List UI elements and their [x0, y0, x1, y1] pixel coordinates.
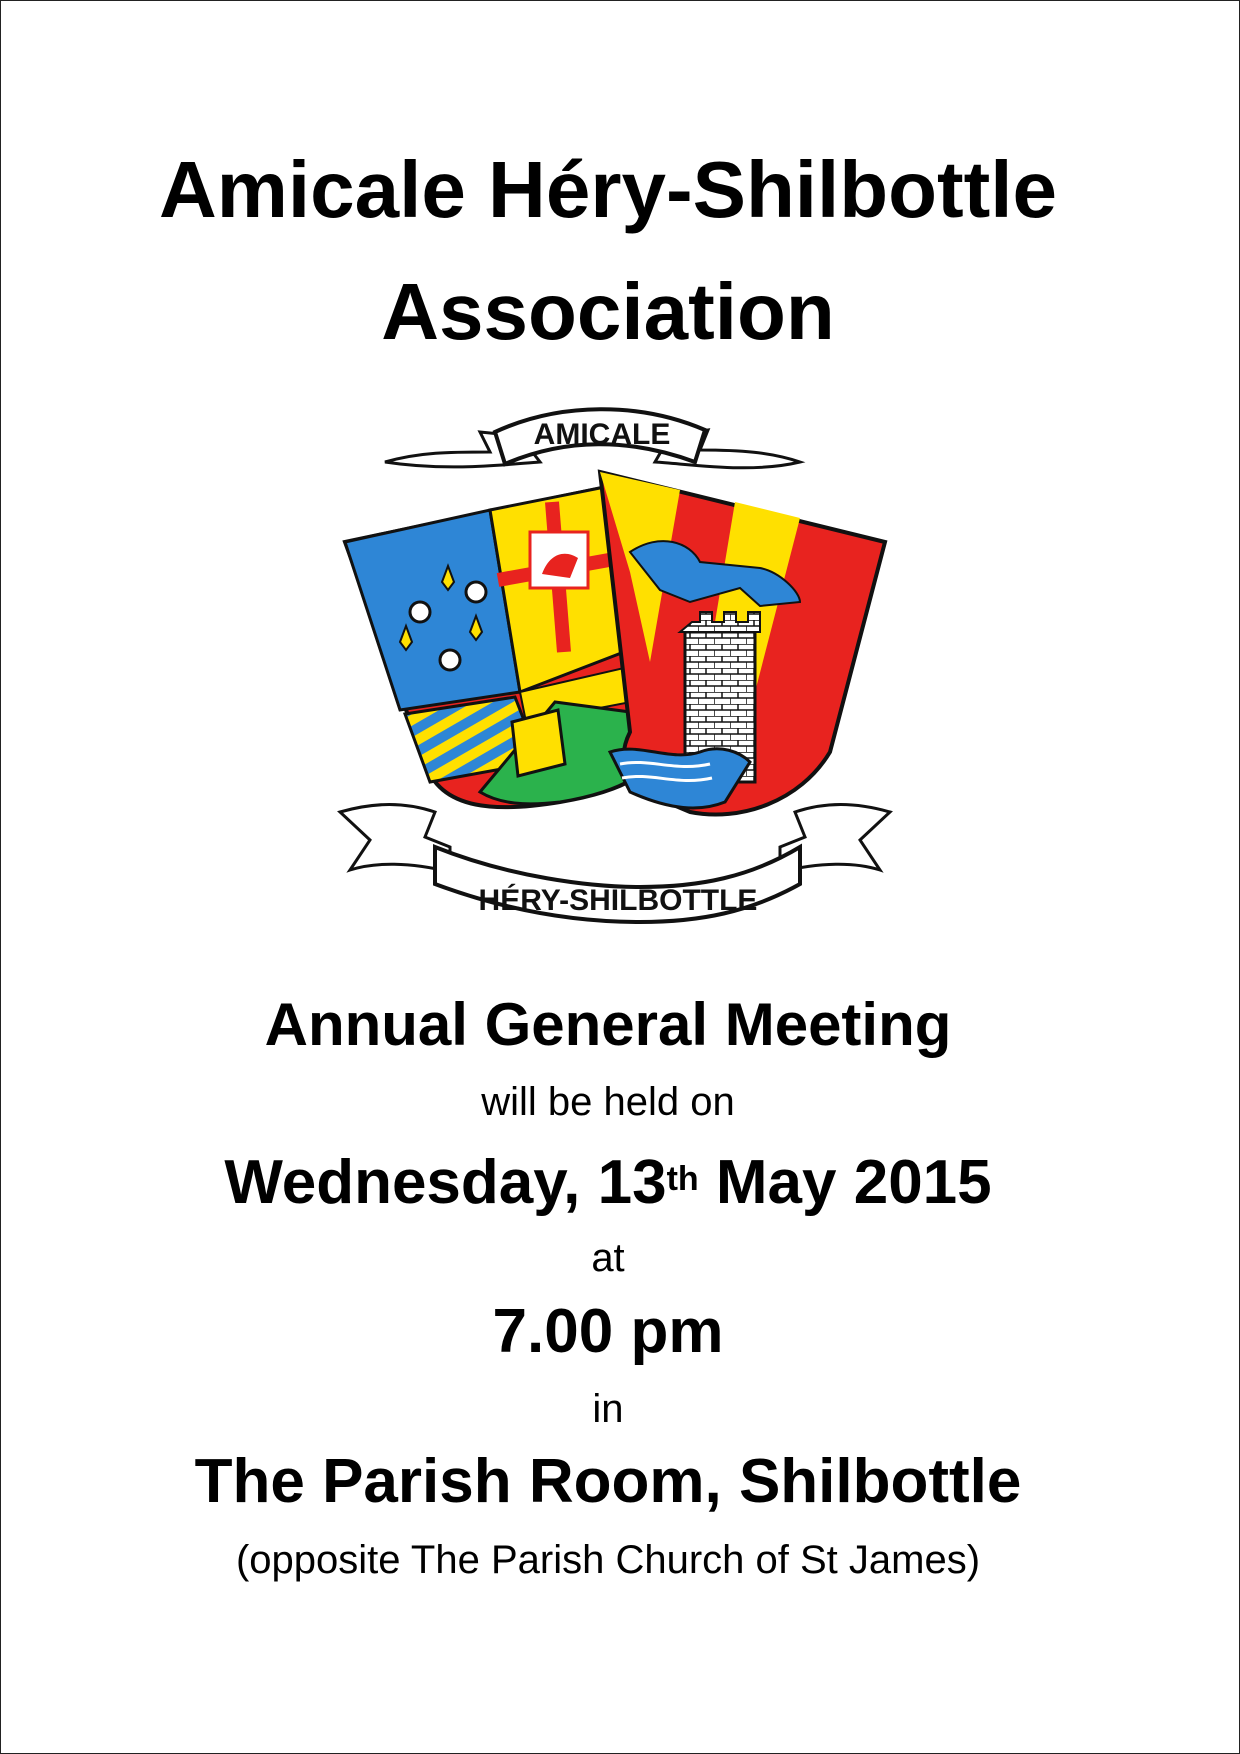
- meeting-date: [0, 1143, 1216, 1223]
- title-line-1: Amicale Héry-Shilbottle: [158, 145, 1057, 234]
- meeting-time: 7.00 pm: [492, 1297, 724, 1366]
- date-weekday: Wednesday, 13: [224, 1148, 667, 1217]
- bottom-scroll-ribbon: [340, 805, 890, 923]
- date-month-year: May 2015: [698, 1148, 992, 1217]
- title-line-2: Association: [381, 267, 835, 356]
- right-shield: [600, 472, 885, 815]
- top-scroll-text: AMICALE: [533, 418, 671, 451]
- date-suffix: th: [666, 1160, 699, 1198]
- venue-note: (opposite The Parish Church of St James): [235, 1538, 981, 1582]
- bottom-scroll-text: HÉRY-SHILBOTTLE: [478, 884, 758, 917]
- top-scroll-ribbon: [385, 409, 800, 468]
- held-on-text: will be held on: [481, 1080, 735, 1124]
- at-text: at: [591, 1236, 625, 1280]
- meeting-heading: Annual General Meeting: [264, 991, 952, 1058]
- venue: The Parish Room, Shilbottle: [194, 1447, 1022, 1516]
- in-text: in: [592, 1387, 624, 1431]
- coat-of-arms-logo: [330, 392, 934, 966]
